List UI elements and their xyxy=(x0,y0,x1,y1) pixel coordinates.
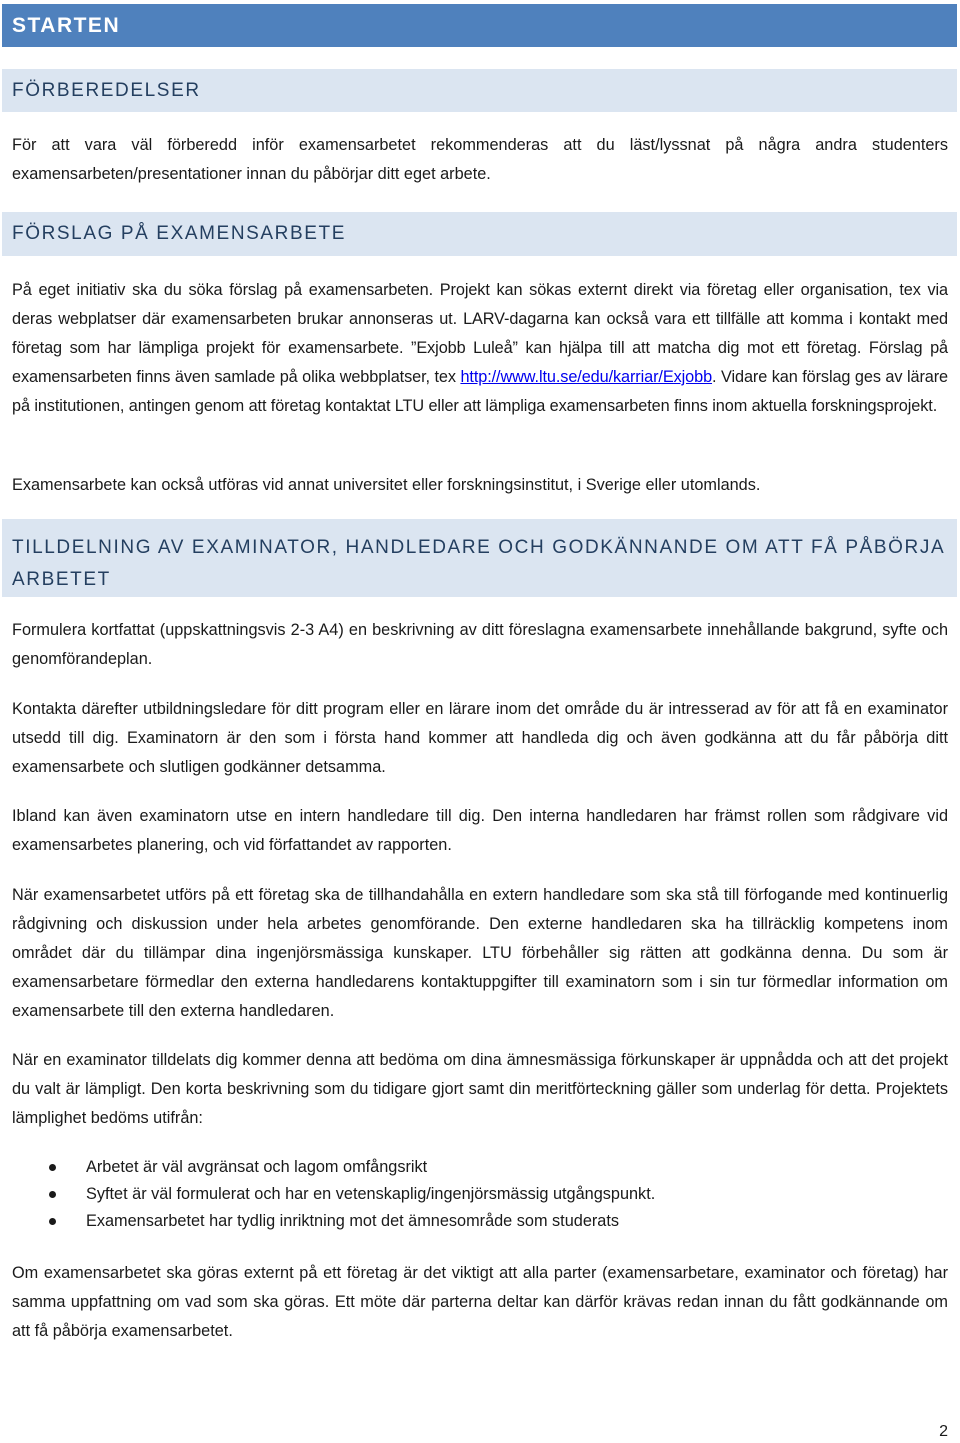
list-item xyxy=(0,1181,655,1208)
list-item-text: Syftet är väl formulerat och har en vetenskaplig/ingenjörsmässig utgångspunkt. xyxy=(86,1185,656,1203)
paragraph-externt: Om examensarbetet ska göras externt på ett företag är det viktigt att alla parter (examensarbetare, examinator och företag) har samma uppfattning om vad som ska göras. Ett möte där parterna deltar kan därför krävas redan innan du fått godkännande om att få påbörja examensarbetet. xyxy=(12,1264,948,1340)
page-number: 2 xyxy=(939,1423,948,1440)
list-item xyxy=(0,1208,655,1235)
paragraph-kontakta: Kontakta därefter utbildningsledare för ditt program eller en lärare inom det område du är intresserad av för att få en examinator utsedd till dig. Examinatorn är den som i första hand kommer att handleda dig och även godkänna att du får påbörja ditt examensarbete och slutligen godkänner detsamma. xyxy=(12,700,948,776)
subheading-text: FÖRBEREDELSER xyxy=(12,79,201,101)
subheading-text: FÖRSLAG PÅ EXAMENSARBETE xyxy=(12,223,347,244)
section-header-starten xyxy=(2,4,957,47)
subheading-forslag xyxy=(2,212,957,256)
paragraph-forslag xyxy=(12,276,948,421)
paragraph-extern-handledare: När examensarbetet utförs på ett företag ska de tillhandahålla en extern handledare som ska stå till förfogande med kontinuerlig rådgivning och diskussion under hela arbetes genomförande. Den externe handledaren ska ha tillräcklig kompetens inom området där du tillämpar dina ingenjörsmässiga kunskaper. LTU förbehåller sig rätten att godkänna denna. Du som är examensarbetare förmedlar den externa handledarens kontaktuppgifter till examinatorn som i sin tur förmedlar information om examensarbete till den externa handledaren. xyxy=(12,886,948,1020)
paragraph-intern-handledare: Ibland kan även examinatorn utse en intern handledare till dig. Den interna handledaren har främst rollen som rådgivare vid examensarbetes planering, och vid författandet av rapporten. xyxy=(12,807,948,854)
paragraph-forberedelser: För att vara väl förberedd inför examensarbetet rekommenderas att du läst/lyssnat på några andra studenters examensarbeten/presentationer innan du påbörjar ditt eget arbete. xyxy=(12,136,948,183)
paragraph-examinator: När en examinator tilldelats dig kommer denna att bedöma om dina ämnesmässiga förkunskaper är uppnådda och att det projekt du valt är lämpligt. Den korta beskrivning som du tidigare gjort samt din meritförteckning gäller som underlag för detta. Projektets lämplighet bedöms utifrån: xyxy=(12,1051,948,1127)
section-title: STARTEN xyxy=(12,13,121,37)
bullet-icon xyxy=(49,1191,56,1198)
paragraph-formulera: Formulera kortfattat (uppskattningsvis 2-3 A4) en beskrivning av ditt föreslagna examensarbete innehållande bakgrund, syfte och genomförandeplan. xyxy=(12,621,948,668)
bullet-icon xyxy=(49,1218,56,1225)
subheading-tilldelning xyxy=(2,519,957,597)
list-item-text: Arbetet är väl avgränsat och lagom omfångsrikt xyxy=(86,1158,428,1176)
list-item-text: Examensarbetet har tydlig inriktning mot det ämnesområde som studerats xyxy=(86,1212,620,1230)
paragraph-text: På eget initiativ ska du söka förslag på examensarbeten. Projekt kan sökas externt direkt via företag eller organisation, tex via deras webplatser där examensarbeten brukar annonseras ut. LARV-dagarna kan också vara ett tillfälle att komma i kontakt med företag som har lämpliga projekt för examensarbete. ”Exjobb Luleå” kan hjälpa till att matcha dig mot ett företag. Förslag på examensarbeten finns även samlade på olika webbplatser, tex xyxy=(12,281,948,386)
paragraph-utomlands: Examensarbete kan också utföras vid annat universitet eller forskningsinstitut, i Sverige eller utomlands. xyxy=(12,476,761,494)
exjobb-link[interactable]: http://www.ltu.se/edu/karriar/Exjobb xyxy=(460,368,713,386)
subheading-forberedelser xyxy=(2,69,957,112)
criteria-list xyxy=(0,1154,655,1235)
subheading-text: TILLDELNING AV EXAMINATOR, HANDLEDARE OCH GODKÄNNANDE OM ATT FÅ PÅBÖRJA ARBETET xyxy=(12,537,945,590)
bullet-icon xyxy=(49,1164,56,1171)
list-item xyxy=(0,1154,655,1181)
paragraph-text: . Vidare kan förslag ges av lärare på institutionen, antingen genom att företag kontaktat LTU eller att lämpliga examensarbeten finns inom aktuella forskningsprojekt. xyxy=(12,368,948,415)
